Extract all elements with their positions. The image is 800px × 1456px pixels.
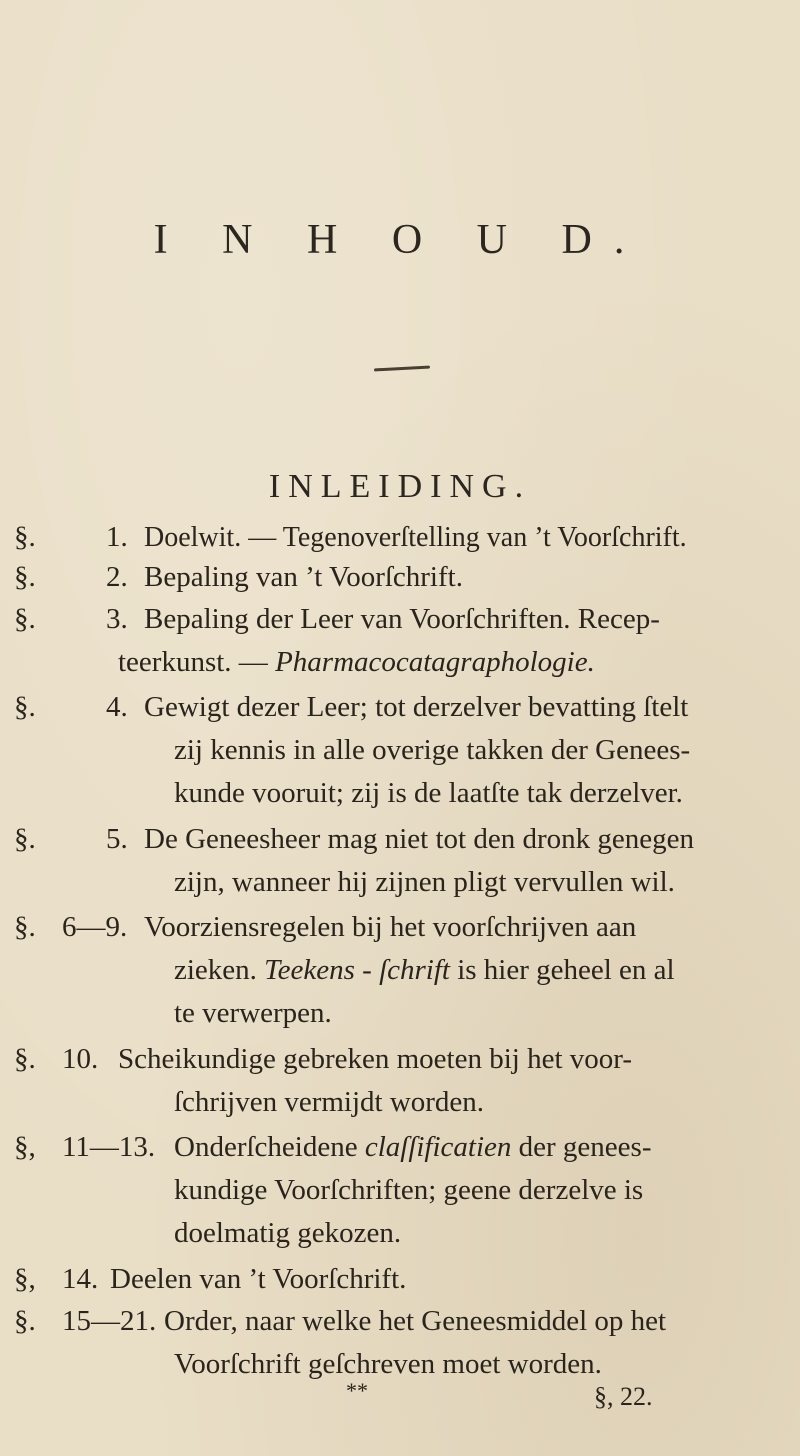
entry-line: kunde vooruit; zij is de laatſte tak derzelver. (174, 777, 683, 809)
entry-number: 1. (106, 521, 128, 553)
section-sign: §, (14, 1263, 36, 1295)
entry-number: 10. (62, 1043, 99, 1075)
entry-line: te verwerpen. (174, 997, 332, 1029)
entry-line: De Geneesheer mag niet tot den dronk genegen (144, 823, 694, 855)
entry-line: Voorziensregelen bij het voorſchrijven aan (144, 911, 637, 943)
entry-continuation (174, 1126, 652, 1169)
entry-number: 4. (106, 691, 128, 723)
title-rule (374, 366, 430, 372)
entry-number: 5. (106, 823, 128, 855)
entry-continuation (118, 641, 595, 684)
entry-line: Bepaling der Leer van Voorſchriften. Recep- (144, 603, 660, 635)
entry-text (144, 906, 636, 949)
section-sign: §, (14, 1131, 36, 1163)
entry-number: 6—9. (62, 911, 128, 943)
section-sign: §. (14, 1305, 36, 1337)
entry-line: Deelen van ’t Voorſchrift. (110, 1263, 407, 1295)
entry-line: Onderſcheidene (174, 1131, 365, 1163)
entry-text (144, 516, 687, 559)
entry-text (174, 729, 690, 815)
section-sign: §. (14, 561, 36, 593)
entry-line: Order, naar welke het Geneesmiddel op het (164, 1305, 667, 1337)
section-sign: §. (14, 911, 36, 943)
page-title: I N H O U D. (153, 217, 647, 263)
signature-mark: ** (346, 1378, 368, 1403)
entry-line: Voorſchrift geſchreven moet worden. (174, 1348, 602, 1380)
entry-number: 14. (62, 1263, 99, 1295)
entry-text (174, 861, 675, 904)
entry-line: zij kennis in alle overige takken der Genees- (174, 734, 691, 766)
entry-line: Doelwit. — Tegenoverſtelling van ’t Voorſchrift. (144, 522, 687, 553)
entry-text (164, 1300, 666, 1343)
entry-line: kundige Voorſchriften; geene derzelve is (174, 1174, 644, 1206)
entry-line: doelmatig gekozen. (174, 1217, 402, 1249)
entry-text (110, 1258, 406, 1301)
entry-italic-term: Pharmacocatagraphologie. (275, 646, 595, 678)
entry-number: 11—13. (62, 1131, 156, 1163)
section-sign: §. (14, 603, 36, 635)
entry-text (144, 556, 463, 599)
entry-number: 15—21. (62, 1305, 157, 1337)
catchword: §, 22. (594, 1382, 653, 1411)
section-sign: §. (14, 521, 36, 553)
entry-italic-term: Teekens - ſchrift (264, 954, 450, 986)
section-sign: §. (14, 823, 36, 855)
entry-text (174, 1081, 484, 1124)
entry-continuation (174, 949, 675, 992)
entry-line: zieken. (174, 954, 265, 986)
entry-italic-term: claſſificatien (364, 1131, 512, 1163)
entry-text (174, 1343, 602, 1386)
entry-number: 2. (106, 561, 128, 593)
entry-text (144, 598, 660, 641)
entry-line: Bepaling van ’t Voorſchrift. (144, 561, 463, 593)
section-sign: §. (14, 691, 36, 723)
entry-text (118, 1038, 632, 1081)
entry-text (174, 1169, 643, 1255)
entry-line: zijn, wanneer hij zijnen pligt vervullen wil. (174, 866, 675, 898)
entry-text (144, 686, 688, 729)
entry-number: 3. (106, 603, 128, 635)
entry-line: is hier geheel en al (449, 954, 675, 986)
entry-line: Scheikundige gebreken moeten bij het voor- (118, 1043, 633, 1075)
section-sign: §. (14, 1043, 36, 1075)
section-heading: INLEIDING. (268, 468, 532, 505)
entry-line: der genees- (511, 1131, 652, 1163)
entry-text (144, 818, 694, 861)
entry-line: ſchrijven vermijdt worden. (174, 1086, 485, 1118)
entry-line: teerkunst. — (118, 646, 276, 678)
entry-text (174, 992, 332, 1035)
entry-line: Gewigt dezer Leer; tot derzelver bevatting ſtelt (144, 691, 689, 723)
